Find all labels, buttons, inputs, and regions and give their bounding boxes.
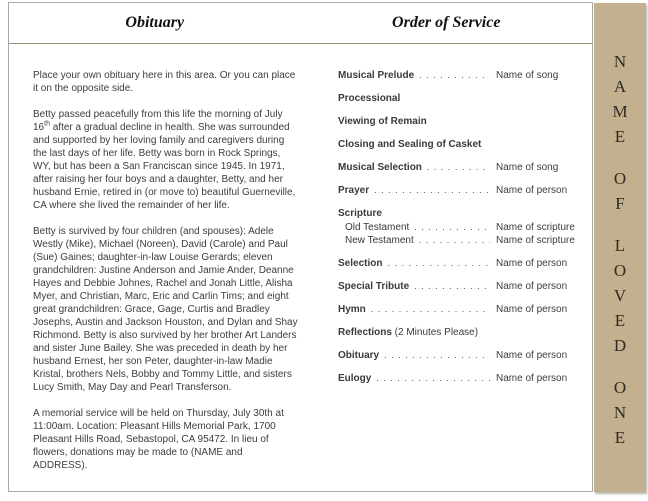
obituary-placeholder-paragraph: Place your own obituary here in this area. Or you can place it on the opposite side. [33, 70, 296, 94]
order-of-service-title: Order of Service [392, 14, 501, 31]
order-item-special-tribute [338, 280, 588, 293]
order-item-value: Name of song [496, 162, 559, 173]
order-item-value: Name of scripture [496, 235, 575, 246]
obituary-paragraph-service-info: A memorial service will be held on Thursday, July 30th at 11:00am. Location: Pleasant Hills Memorial Park, 1700 Pleasant Hills Road, Sebastopol, CA 95472. In lieu of flowers, donations may be made to (NAME and ADDRESS). [33, 408, 284, 471]
order-item-label: Obituary [338, 350, 380, 361]
band-word-loved [614, 233, 626, 358]
order-item-label: Musical Selection [338, 162, 422, 173]
order-item-hymn [338, 303, 588, 316]
dotted-leader [419, 234, 490, 247]
band-letter: V [613, 286, 627, 305]
obituary-paragraph-life [33, 108, 299, 212]
order-item-label: Viewing of Remain [338, 116, 427, 127]
order-item-musical-selection [338, 161, 588, 174]
dotted-leader [414, 280, 490, 293]
dotted-leader [374, 184, 490, 197]
band-letter: O [613, 169, 627, 188]
order-item-note: (2 Minutes Please) [391, 327, 479, 338]
order-item-label: Special Tribute [338, 281, 410, 292]
order-item-new-testament [338, 234, 588, 247]
band-letter: L [614, 236, 626, 255]
ordinal-superscript: th [44, 120, 50, 128]
order-item-prayer [338, 184, 588, 197]
order-item-label: New Testament [345, 235, 414, 246]
order-item-value: Name of song [496, 70, 559, 81]
dotted-leader [371, 303, 490, 316]
order-item-scripture [338, 207, 588, 220]
order-item-value: Name of person [496, 304, 568, 315]
band-letter: E [614, 127, 626, 146]
obituary-paragraph-life-text: Betty passed peacefully from this life the morning of July 16 [33, 109, 283, 133]
order-item-label: Hymn [338, 304, 366, 315]
program-page [8, 2, 593, 492]
dotted-leader [414, 221, 490, 234]
order-item-value: Name of scripture [496, 222, 575, 233]
obituary-header-area [9, 3, 301, 43]
order-item-label: Scripture [338, 208, 382, 219]
order-item-value: Name of person [496, 185, 568, 196]
order-item-closing-casket [338, 138, 588, 151]
order-item-label: Old Testament [345, 222, 410, 233]
dotted-leader [384, 349, 490, 362]
band-letter: O [613, 378, 627, 397]
dotted-leader [376, 372, 490, 385]
band-letter: N [613, 403, 627, 422]
order-item-value: Name of person [496, 281, 568, 292]
order-item-value: Name of person [496, 258, 568, 269]
order-item-label: Reflections [338, 327, 392, 338]
band-letter: N [613, 52, 627, 71]
order-item-value: Name of person [496, 350, 568, 361]
order-item-label: Musical Prelude [338, 70, 415, 81]
band-letter: A [613, 77, 627, 96]
order-item-label: Selection [338, 258, 383, 269]
band-word-name [612, 49, 627, 149]
order-of-service-header-area [301, 3, 593, 43]
band-word-of [614, 166, 626, 216]
obituary-paragraph-life-rest: after a gradual decline in health. She was surrounded and supported by her loving family and caregivers during the last days of her life. Betty was born in Rock Springs, WY, but has been a San Franciscan since 1945. In 1971, after raising her four boys and a daughter, Betty, and her husband Ernie, retired in (or move to) beautiful Guerneville, CA where she lived the remainder of her life. [33, 122, 296, 211]
obituary-section [33, 69, 299, 485]
order-item-label: Eulogy [338, 373, 372, 384]
obituary-title: Obituary [125, 14, 185, 31]
order-item-reflections [338, 326, 588, 339]
band-word-one [614, 375, 626, 450]
band-letter: O [613, 261, 627, 280]
order-item-processional [338, 92, 588, 105]
order-item-obituary [338, 349, 588, 362]
order-item-old-testament [338, 221, 588, 234]
side-band [594, 3, 646, 492]
band-letter: E [614, 428, 626, 447]
order-of-service-section [338, 69, 588, 395]
dotted-leader [419, 69, 490, 82]
order-item-eulogy [338, 372, 588, 385]
order-item-viewing-of-remain [338, 115, 588, 128]
order-item-label: Processional [338, 93, 401, 104]
order-item-musical-prelude [338, 69, 588, 82]
dotted-leader [427, 161, 490, 174]
band-letter: F [615, 194, 625, 213]
obituary-paragraph-survivors: Betty is survived by four children (and spouses): Adele Westly (Mike), Michael (Noreen), David (Carole) and Paul (Sue) Gaines; daughter-in-law Louise Gerards; eleven grandchildren: Justine Anderson and Jamie Ander, Deanne Hayes and Debbie Johnes, Rachel and Jonah Little, Alisha Myer, and Christian, Marc, Eric and Carlin Tims; and eight great grandchildren: Grace, Gage, Curtis and Bradley Josephs, Austin and Jackson Houston, and Dylan and Shay Richmond. Betty is also survived by her brother Art Landers and sister June Bailey. She was preceded in death by her husband Ernest, her son Peter, daughter-in-law Madie Kristal, brothers Nels, Bobby and Tommy Little, and sisters Lucy Smith, May Day and Pearl Transferson. [33, 226, 298, 393]
dotted-leader [387, 257, 490, 270]
page-header [9, 3, 592, 44]
band-letter: D [613, 336, 627, 355]
band-letter: M [612, 102, 628, 121]
order-item-value: Name of person [496, 373, 568, 384]
band-letter: E [614, 311, 626, 330]
order-item-label: Closing and Sealing of Casket [338, 139, 482, 150]
order-item-selection [338, 257, 588, 270]
order-item-label: Prayer [338, 185, 370, 196]
